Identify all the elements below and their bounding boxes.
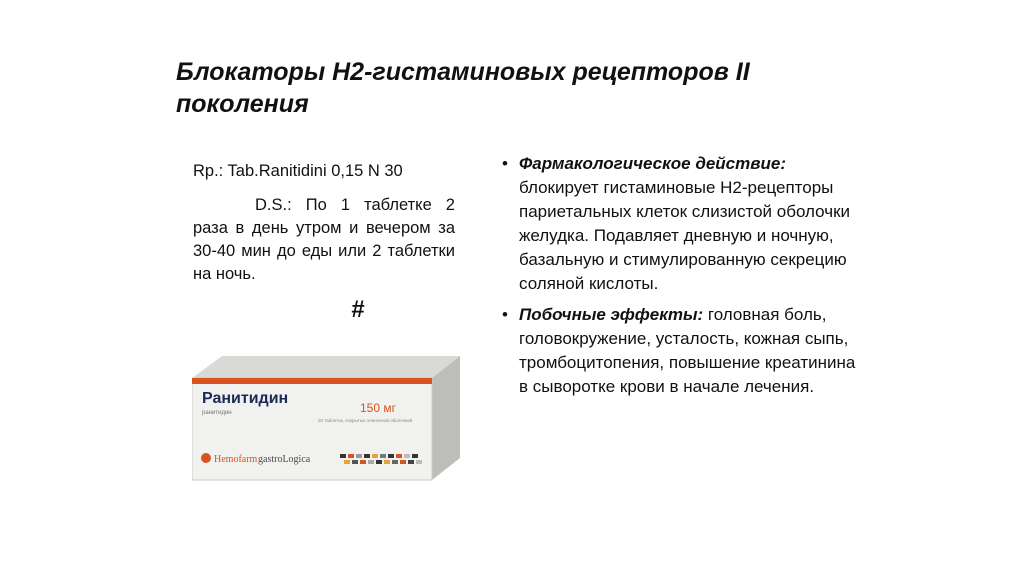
box-band	[192, 378, 432, 384]
prescription-rp: Rp.: Tab.Ranitidini 0,15 N 30	[193, 162, 403, 180]
box-top	[192, 356, 460, 378]
bullet-text: блокирует гистаминовые Н2-рецепторы париетальных клеток слизистой оболочки желудка. Подавляет дневную и ночную, базальную и стимулированную секрецию соляной кислоты.	[519, 178, 851, 293]
bullet-dot: •	[502, 154, 508, 173]
package-dose: 150 мг	[360, 401, 396, 415]
bullet-text: головная боль, головокружение, усталость, кожная сыпь, тромбоцитопения, повышение креатинина в сыворотке крови в начале лечения.	[519, 305, 856, 396]
ranitidine-package-image	[192, 354, 460, 490]
manufacturer-logo	[201, 453, 211, 463]
package-generic: ранитидин	[202, 410, 232, 416]
prescription	[193, 160, 455, 286]
bullet-heading: Побочные эффекты:	[519, 305, 704, 324]
list-item	[497, 152, 857, 296]
slide-title: Блокаторы Н2-гистаминовых рецепторов II поколения	[176, 58, 750, 118]
package-count: 20 таблеток, покрытых пленочной оболочкой	[318, 418, 413, 423]
package-line: gastroLogica	[258, 454, 311, 465]
prescription-ds-text: D.S.: По 1 таблетке 2 раза в день утром и вечером за 30-40 мин до еды или 2 таблетки на ночь.	[193, 196, 455, 283]
description-list	[497, 152, 857, 399]
list-item	[497, 303, 857, 399]
bullet-dot: •	[502, 305, 508, 324]
prescription-ds	[193, 194, 455, 286]
hash-mark: #	[351, 296, 365, 323]
bullet-heading: Фармакологическое действие:	[519, 154, 787, 173]
package-manufacturer: Hemofarm	[214, 454, 258, 465]
package-brand: Ранитидин	[202, 390, 289, 407]
